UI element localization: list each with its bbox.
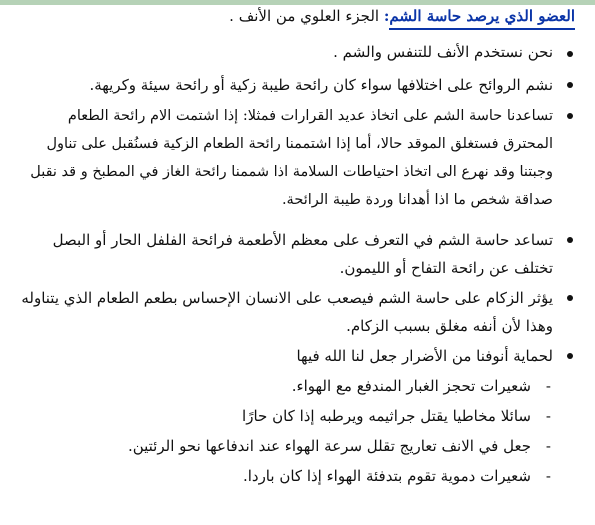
dash-icon: - bbox=[545, 377, 551, 395]
list-item-text: تساعد حاسة الشم في التعرف على معظم الأطعمة فرائحة الفلفل الحار أو البصل تختلف عن رائحة التفاح أو الليمون. bbox=[52, 231, 553, 277]
dash-icon: - bbox=[545, 437, 551, 455]
list-item-text: لحماية أنوفنا من الأضرار جعل لنا الله فيها bbox=[296, 347, 553, 365]
list-item bbox=[18, 102, 575, 226]
sub-list-item bbox=[18, 432, 575, 462]
bullet-icon bbox=[567, 353, 573, 359]
list-item bbox=[18, 71, 575, 102]
dash-icon: - bbox=[545, 467, 551, 485]
heading-term: العضو الذي يرصد حاسة الشم: bbox=[383, 7, 575, 25]
bullet-icon bbox=[567, 113, 573, 119]
bullet-icon bbox=[567, 295, 573, 301]
document-page bbox=[18, 0, 575, 525]
sub-list-item-text: شعيرات تحجز الغبار المندفع مع الهواء. bbox=[291, 377, 531, 395]
sub-list-item bbox=[18, 372, 575, 402]
list-item-text: نحن نستخدم الأنف للتنفس والشم . bbox=[333, 43, 553, 61]
content-list bbox=[18, 38, 575, 492]
list-item bbox=[18, 226, 575, 284]
sub-list-item-text: جعل في الانف تعاريج تقلل سرعة الهواء عند اندفاعها نحو الرئتين. bbox=[127, 437, 531, 455]
heading-underline bbox=[389, 28, 575, 30]
list-item-text: تساعدنا حاسة الشم على اتخاذ عديد القرارات فمثلا: إذا اشتمت الام رائحة الطعام المحترق فستغلق الموقد حالا، أما إذا اشتممنا رائحة الطعام الزكية فسنُقبل على تناول وجبتنا وقد نهرع الى اتخاذ احتياطات السلامة اذا شممنا رائحة الغاز في المطبخ و قد نقبل صداقة شخص ما اذا أهدانا وردة طيبة الرائحة. bbox=[30, 108, 553, 208]
list-item bbox=[18, 284, 575, 342]
dash-icon: - bbox=[545, 407, 551, 425]
bullet-icon bbox=[567, 51, 573, 57]
list-item-text: نشم الروائح على اختلافها سواء كان رائحة طيبة زكية أو رائحة سيئة وكريهة. bbox=[89, 76, 553, 94]
sub-list-item bbox=[18, 402, 575, 432]
sub-list-item bbox=[18, 462, 575, 492]
heading-definition: الجزء العلوي من الأنف . bbox=[229, 7, 380, 25]
section-heading bbox=[18, 4, 575, 28]
list-item bbox=[18, 342, 575, 372]
bullet-icon bbox=[567, 82, 573, 88]
bullet-icon bbox=[567, 237, 573, 243]
list-item-text: يؤثر الزكام على حاسة الشم فيصعب على الانسان الإحساس بطعم الطعام الذي يتناوله وهذا لأن أنفه مغلق بسبب الزكام. bbox=[21, 289, 553, 335]
sub-list-item-text: سائلا مخاطيا يقتل جراثيمه ويرطبه إذا كان حارًا bbox=[242, 407, 531, 425]
sub-list-item-text: شعيرات دموية تقوم بتدفئة الهواء إذا كان باردا. bbox=[242, 467, 531, 485]
list-item bbox=[18, 38, 575, 71]
